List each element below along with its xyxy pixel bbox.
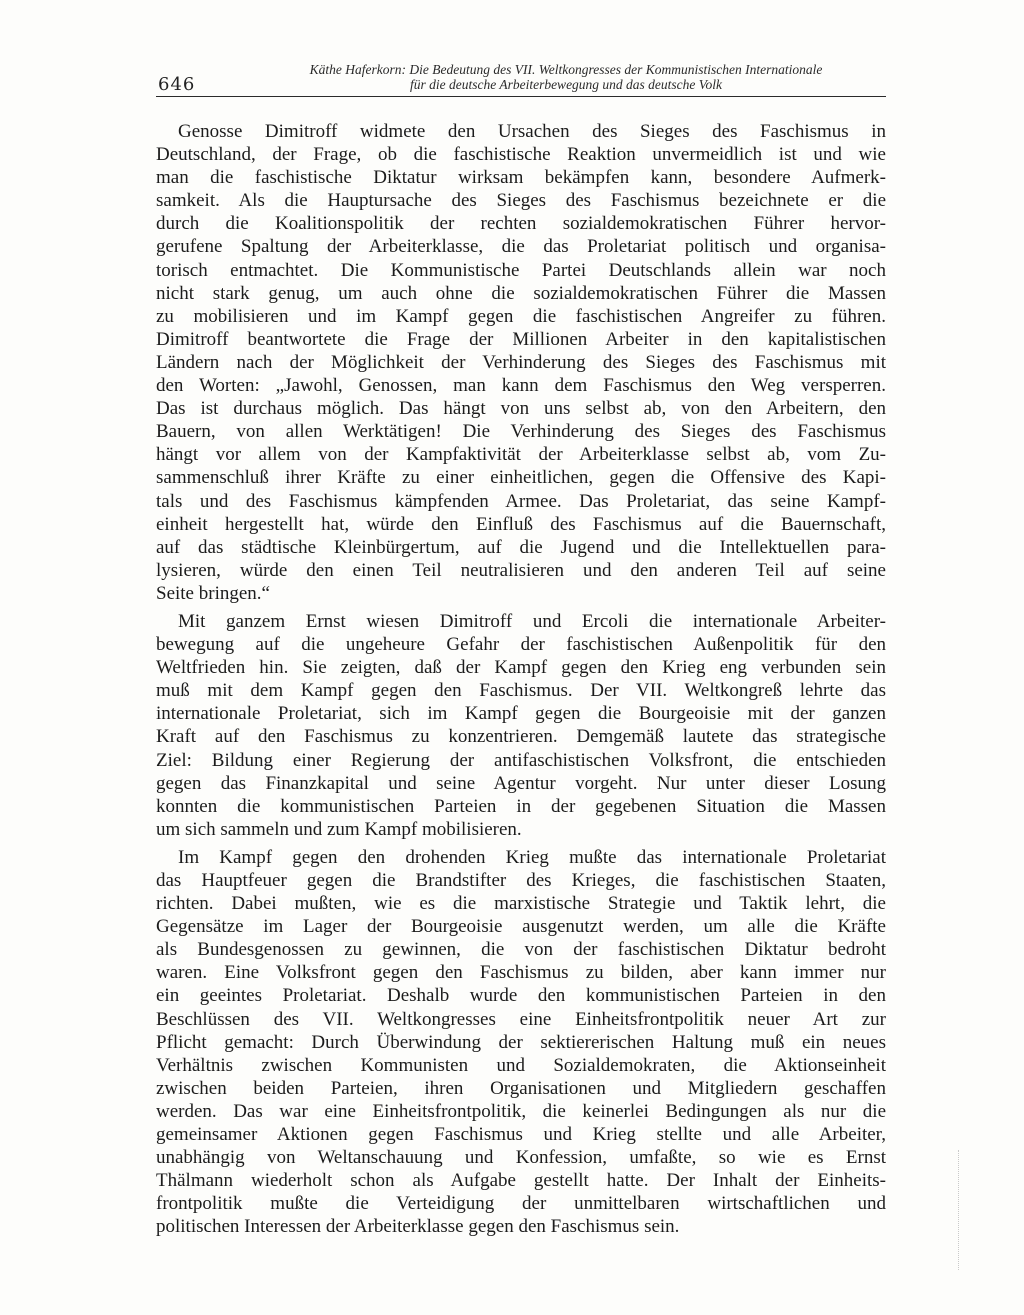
text-line: Deutschland, der Frage, ob die faschistische Reaktion unvermeidlich ist und wie [156,144,886,166]
text-line: internationale Proletariat, sich im Kampf gegen die Bourgeoisie mit der ganzen [156,703,886,725]
paragraph-3 [156,846,886,1239]
text-line: einheit hergestellt hat, würde den Einfluß des Faschismus auf die Bauernschaft, [156,513,886,535]
running-head-line-1: Käthe Haferkorn: Die Bedeutung des VII. Weltkongresses der Kommunistischen Internationale [309,62,823,77]
text-line: Seite bringen.“ [156,582,270,604]
paragraph-2 [156,610,886,841]
text-line: Ländern nach der Möglichkeit der Verhinderung des Sieges des Faschismus mit [156,351,886,373]
text-line: zu mobilisieren und im Kampf gegen die faschistischen Angreifer zu führen. [156,305,886,327]
page-edge-mark [958,1150,961,1270]
text-line: ein geeintes Proletariat. Deshalb wurde den kommunistischen Parteien in den [156,985,886,1007]
running-head-line-2: für die deutsche Arbeiterbewegung und das deutsche Volk [409,77,723,92]
paragraph-1 [156,120,886,605]
text-line: Beschlüssen des VII. Weltkongresses eine Einheitsfrontpolitik neuer Art zur [156,1008,886,1030]
text-line: politischen Interessen der Arbeiterklasse gegen den Faschismus sein. [156,1216,680,1238]
text-line: samkeit. Als die Hauptursache des Sieges des Faschismus bezeichnete er die [156,190,886,212]
text-line: tals und des Faschismus kämpfenden Armee. Das Proletariat, das seine Kampf- [156,490,886,512]
text-line: Thälmann wiederholt schon als Aufgabe gestellt hatte. Der Inhalt der Einheits- [156,1170,886,1192]
text-line: Dimitroff beantwortete die Frage der Millionen Arbeiter in den kapitalistischen [156,328,886,350]
text-line: lysieren, würde den einen Teil neutralisieren und den anderen Teil auf seine [156,559,886,581]
text-line: werden. Das war eine Einheitsfrontpolitik, die keinerlei Bedingungen als nur die [156,1100,886,1122]
text-line: Im Kampf gegen den drohenden Krieg mußte das internationale Proletariat [178,846,886,868]
text-line: sammenschluß ihrer Kräfte zu einer einheitlichen, gegen die Offensive des Kapi- [156,467,886,489]
text-line: Ziel: Bildung einer Regierung der antifaschistischen Volksfront, die entschieden [156,749,886,771]
text-line: Gegensätze im Lager der Bourgeoisie ausgenutzt werden, um alle die Kräfte [156,916,886,938]
text-line: bewegung auf die ungeheure Gefahr der faschistischen Außenpolitik für den [156,634,886,656]
text-line: Verhältnis zwischen Kommunisten und Sozialdemokraten, die Aktionseinheit [156,1054,886,1076]
text-line: gegen das Finanzkapital und seine Agentur vorgeht. Nur unter dieser Losung [156,772,886,794]
text-line: Genosse Dimitroff widmete den Ursachen des Sieges des Faschismus in [178,121,886,142]
text-line: als Bundesgenossen zu gewinnen, die von der faschistischen Diktatur bedroht [156,939,886,961]
text-line: frontpolitik mußte die Verteidigung der unmittelbaren wirtschaftlichen und [156,1193,886,1215]
text-line: zwischen beiden Parteien, ihren Organisationen und Mitgliedern geschaffen [156,1077,886,1099]
running-head [246,62,886,92]
text-line: torisch entmachtet. Die Kommunistische Partei Deutschlands allein war noch [156,259,886,281]
text-line: den Worten: „Jawohl, Genossen, man kann dem Faschismus den Weg versperren. [156,375,886,397]
text-line: gerufene Spaltung der Arbeiterklasse, die das Proletariat politisch und organisa- [156,236,886,258]
text-line: durch die Koalitionspolitik der rechten sozialdemokratischen Führer hervor- [156,213,886,235]
page-number: 646 [158,74,196,95]
text-line: Weltfrieden hin. Sie zeigten, daß der Kampf gegen den Krieg eng verbunden sein [156,657,886,679]
text-line: Das ist durchaus möglich. Das hängt von uns selbst ab, von den Arbeitern, den [156,398,886,420]
text-line: Mit ganzem Ernst wiesen Dimitroff und Ercoli die internationale Arbeiter- [178,610,886,632]
text-line: Kraft auf den Faschismus zu konzentrieren. Demgemäß lautete das strategische [156,726,886,748]
text-line: nicht stark genug, um auch ohne die sozialdemokratischen Führer die Massen [156,282,886,304]
text-line: um sich sammeln und zum Kampf mobilisieren. [156,818,522,840]
text-line: man die faschistische Diktatur wirksam bekämpfen kann, besondere Aufmerk- [156,167,886,189]
text-line: Bauern, von allen Werktätigen! Die Verhinderung des Sieges des Faschismus [156,421,886,443]
text-line: unabhängig von Weltanschauung und Konfession, umfaßte, so wie es Ernst [156,1147,886,1169]
text-line: Pflicht gemacht: Durch Überwindung der sektiererischen Haltung muß ein neues [156,1031,886,1053]
text-line: konnten die kommunistischen Parteien in der gegebenen Situation die Massen [156,795,886,817]
body-text [156,120,886,1244]
text-line: muß mit dem Kampf gegen den Faschismus. Der VII. Weltkongreß lehrte das [156,680,886,702]
text-line: richten. Dabei mußten, wie es die marxistische Strategie und Taktik lehrt, die [156,893,886,915]
text-line: waren. Eine Volksfront gegen den Faschismus zu bilden, aber kann immer nur [156,962,886,984]
text-line: hängt vor allem von der Kampfaktivität der Arbeiterklasse selbst ab, vom Zu- [156,444,886,466]
text-line: auf das städtische Kleinbürgertum, auf die Jugend und die Intellektuellen para- [156,536,886,558]
text-line: das Hauptfeuer gegen die Brandstifter des Krieges, die faschistischen Staaten, [156,870,886,891]
page-header [156,62,886,97]
text-line: gemeinsamer Aktionen gegen Faschismus und Krieg stellte und alle Arbeiter, [156,1124,886,1146]
